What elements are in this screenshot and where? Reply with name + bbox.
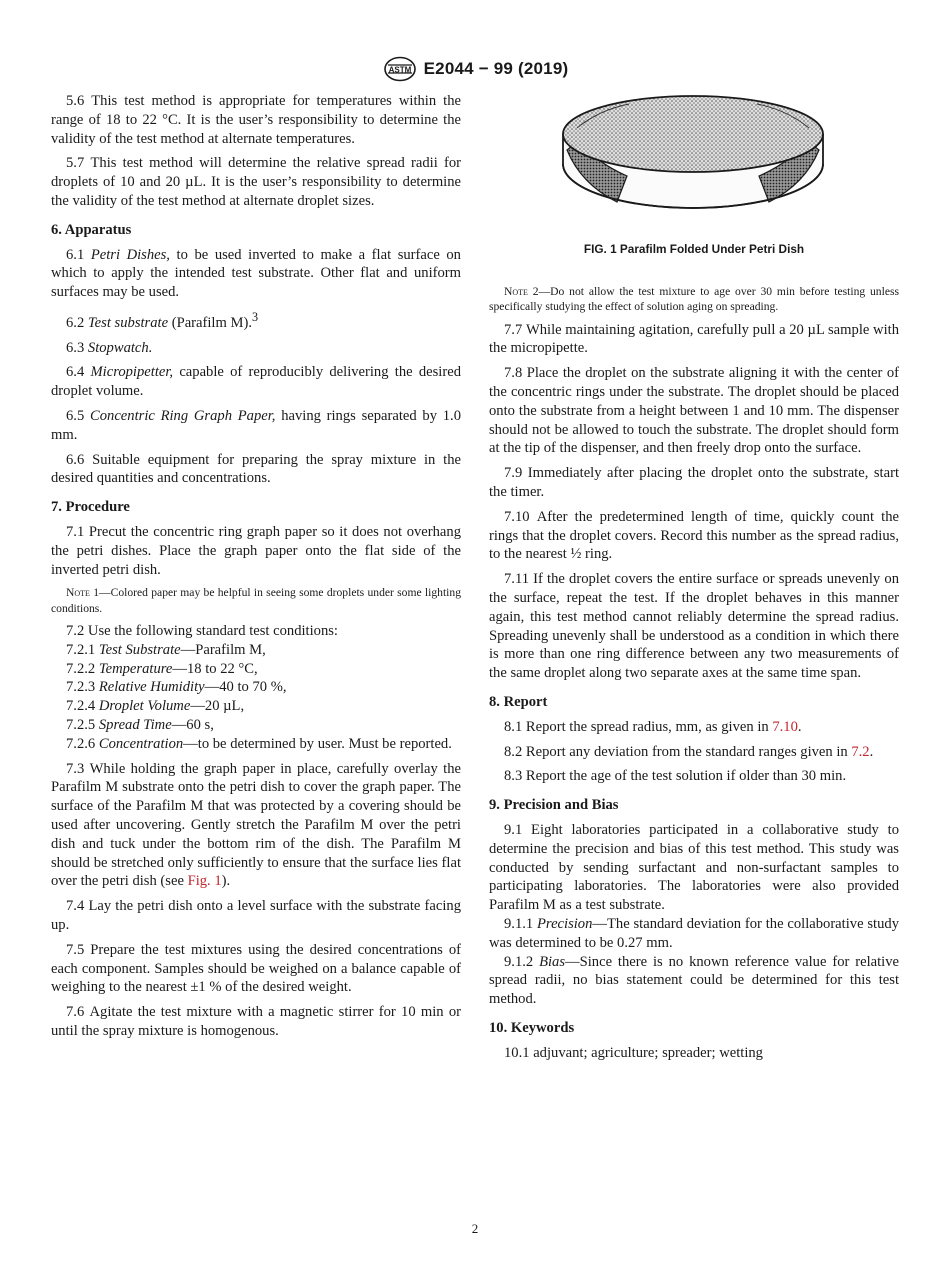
condition-7-2-1: 7.2.1 Test Substrate—Parafilm M,	[66, 641, 266, 658]
astm-logo-icon	[382, 56, 418, 82]
section-6-3: 6.3 Stopwatch.	[66, 339, 153, 356]
section-6-5: 6.5 Concentric Ring Graph Paper, having rings separated by 1.0 mm.	[51, 408, 461, 443]
figure-1	[489, 92, 899, 240]
heading-report: 8. Report	[489, 693, 548, 710]
section-7-9: 7.9 Immediately after placing the droplet onto the substrate, start the timer.	[489, 465, 899, 500]
heading-keywords: 10. Keywords	[489, 1019, 575, 1036]
left-column	[51, 92, 461, 1047]
section-7-2-link[interactable]: 7.2	[851, 743, 870, 760]
note-1: Note 1—Colored paper may be helpful in seeing some droplets under some lighting conditions.	[51, 586, 461, 615]
section-7-1: 7.1 Precut the concentric ring graph paper so it does not overhang the petri dishes. Place the graph paper onto the flat side of the inverted petri dish.	[51, 524, 461, 578]
petri-dish-illustration	[559, 92, 827, 230]
section-7-4: 7.4 Lay the petri dish onto a level surface with the substrate facing up.	[51, 898, 461, 933]
condition-7-2-5: 7.2.5 Spread Time—60 s,	[66, 716, 214, 733]
condition-7-2-3: 7.2.3 Relative Humidity—40 to 70 %,	[66, 679, 287, 696]
section-7-10-link[interactable]: 7.10	[772, 718, 798, 735]
section-6-1: 6.1 Petri Dishes, to be used inverted to make a flat surface on which to apply the intended test substrate. Other flat and uniform surfaces may be used.	[51, 246, 461, 301]
standard-designation: E2044 − 99 (2019)	[423, 59, 569, 78]
condition-7-2-4: 7.2.4 Droplet Volume—20 µL,	[66, 698, 245, 715]
section-9-1-1: 9.1.1 Precision—The standard deviation for the collaborative study was determined to be 0.27 mm.	[489, 915, 899, 951]
page-header	[0, 56, 950, 82]
section-6-4: 6.4 Micropipetter, capable of reproducibly delivering the desired droplet volume.	[51, 364, 462, 400]
heading-apparatus: 6. Apparatus	[51, 221, 132, 238]
section-8-2: 8.2 Report any deviation from the standard ranges given in 7.2.	[504, 743, 874, 760]
note-2: Note 2—Do not allow the test mixture to age over 30 min before testing unless specifically studying the effect of solution aging on spreading.	[489, 285, 899, 314]
condition-7-2-2: 7.2.2 Temperature—18 to 22 °C,	[66, 660, 258, 677]
section-10-1: 10.1 adjuvant; agriculture; spreader; wetting	[504, 1044, 763, 1061]
right-column	[489, 92, 899, 1068]
section-7-10: 7.10 After the predetermined length of time, quickly count the rings that the droplet covers. Record this number as the spread radius, to the nearest ½ ring.	[489, 508, 899, 563]
section-7-6: 7.6 Agitate the test mixture with a magnetic stirrer for 10 min or until the spray mixture is homogenous.	[51, 1004, 461, 1039]
section-9-1-2: 9.1.2 Bias—Since there is no known reference value for relative spread radii, no bias statement could be determined for this test method.	[489, 953, 899, 1008]
section-8-3: 8.3 Report the age of the test solution if older than 30 min.	[504, 768, 847, 785]
fig-1-link[interactable]: Fig. 1	[187, 873, 222, 890]
section-5-7: 5.7 This test method will determine the relative spread radii for droplets of 10 and 20 µL. It is the user’s responsibility to determine the validity of the test method at alternate droplet sizes.	[51, 155, 461, 209]
condition-7-2-6: 7.2.6 Concentration—to be determined by user. Must be reported.	[66, 735, 452, 752]
heading-precision-bias: 9. Precision and Bias	[489, 797, 619, 814]
section-7-2: 7.2 Use the following standard test conditions:	[66, 622, 338, 639]
section-5-6: 5.6 This test method is appropriate for temperatures within the range of 18 to 22 °C. It is the user’s responsibility to determine the validity of the test method at alternate temperatures.	[51, 93, 461, 147]
section-6-2: 6.2 Test substrate (Parafilm M).$^3$	[66, 309, 259, 331]
section-7-11: 7.11 If the droplet covers the entire surface or spreads unevenly on the surface, repeat the test. If the droplet behaves in this manner again, this test method cannot reliably determine the spread radius. Spreading unevenly shall be understood as a condition in which there is more than one ring difference between any two measurements of the same droplet along two separate axes at the same time span.	[489, 571, 899, 682]
section-9-1: 9.1 Eight laboratories participated in a collaborative study to determine the precision and bias of this test method. This study was conducted by sending surfactant and non-surfactant samples to participating laboratories. The laboratories were also provided Parafilm M as a test substrate.	[489, 821, 899, 914]
svg-text:ASTM: ASTM	[388, 65, 411, 75]
figure-1-caption: FIG. 1 Parafilm Folded Under Petri Dish	[583, 242, 805, 256]
section-6-6: 6.6 Suitable equipment for preparing the spray mixture in the desired quantities and concentrations.	[51, 451, 461, 487]
page-number: 2	[471, 1221, 479, 1236]
section-7-8: 7.8 Place the droplet on the substrate aligning it with the center of the concentric rings under the substrate. The droplet should be placed onto the substrate from a height between 1 and 10 mm. The dispenser should not be allowed to touch the substrate. The droplet should form at the tip of the dispenser, and then freely drop onto the surface.	[489, 365, 899, 457]
section-7-5: 7.5 Prepare the test mixtures using the desired concentrations of each component. Samples should be weighed on a balance capable of weighing to the nearest ±1 % of the desired weight.	[51, 941, 461, 996]
footnote-marker: 3	[251, 309, 259, 324]
section-7-3: 7.3 While holding the graph paper in place, carefully overlay the Parafilm M substrate onto the petri dish to cover the graph paper. The surface of the Parafilm M that was protected by a covering should be used after uncovering. Gently stretch the Parafilm M over the petri dish and tuck under the bottom rim of the dish. The Parafilm M should be stretched only sufficiently to ensure that the surface lies flat over the petri dish (see Fig. 1).	[51, 760, 462, 890]
heading-procedure: 7. Procedure	[51, 499, 130, 516]
section-7-7: 7.7 While maintaining agitation, carefully pull a 20 µL sample with the micropipette.	[489, 321, 899, 357]
section-8-1: 8.1 Report the spread radius, mm, as given in 7.10.	[504, 718, 802, 735]
